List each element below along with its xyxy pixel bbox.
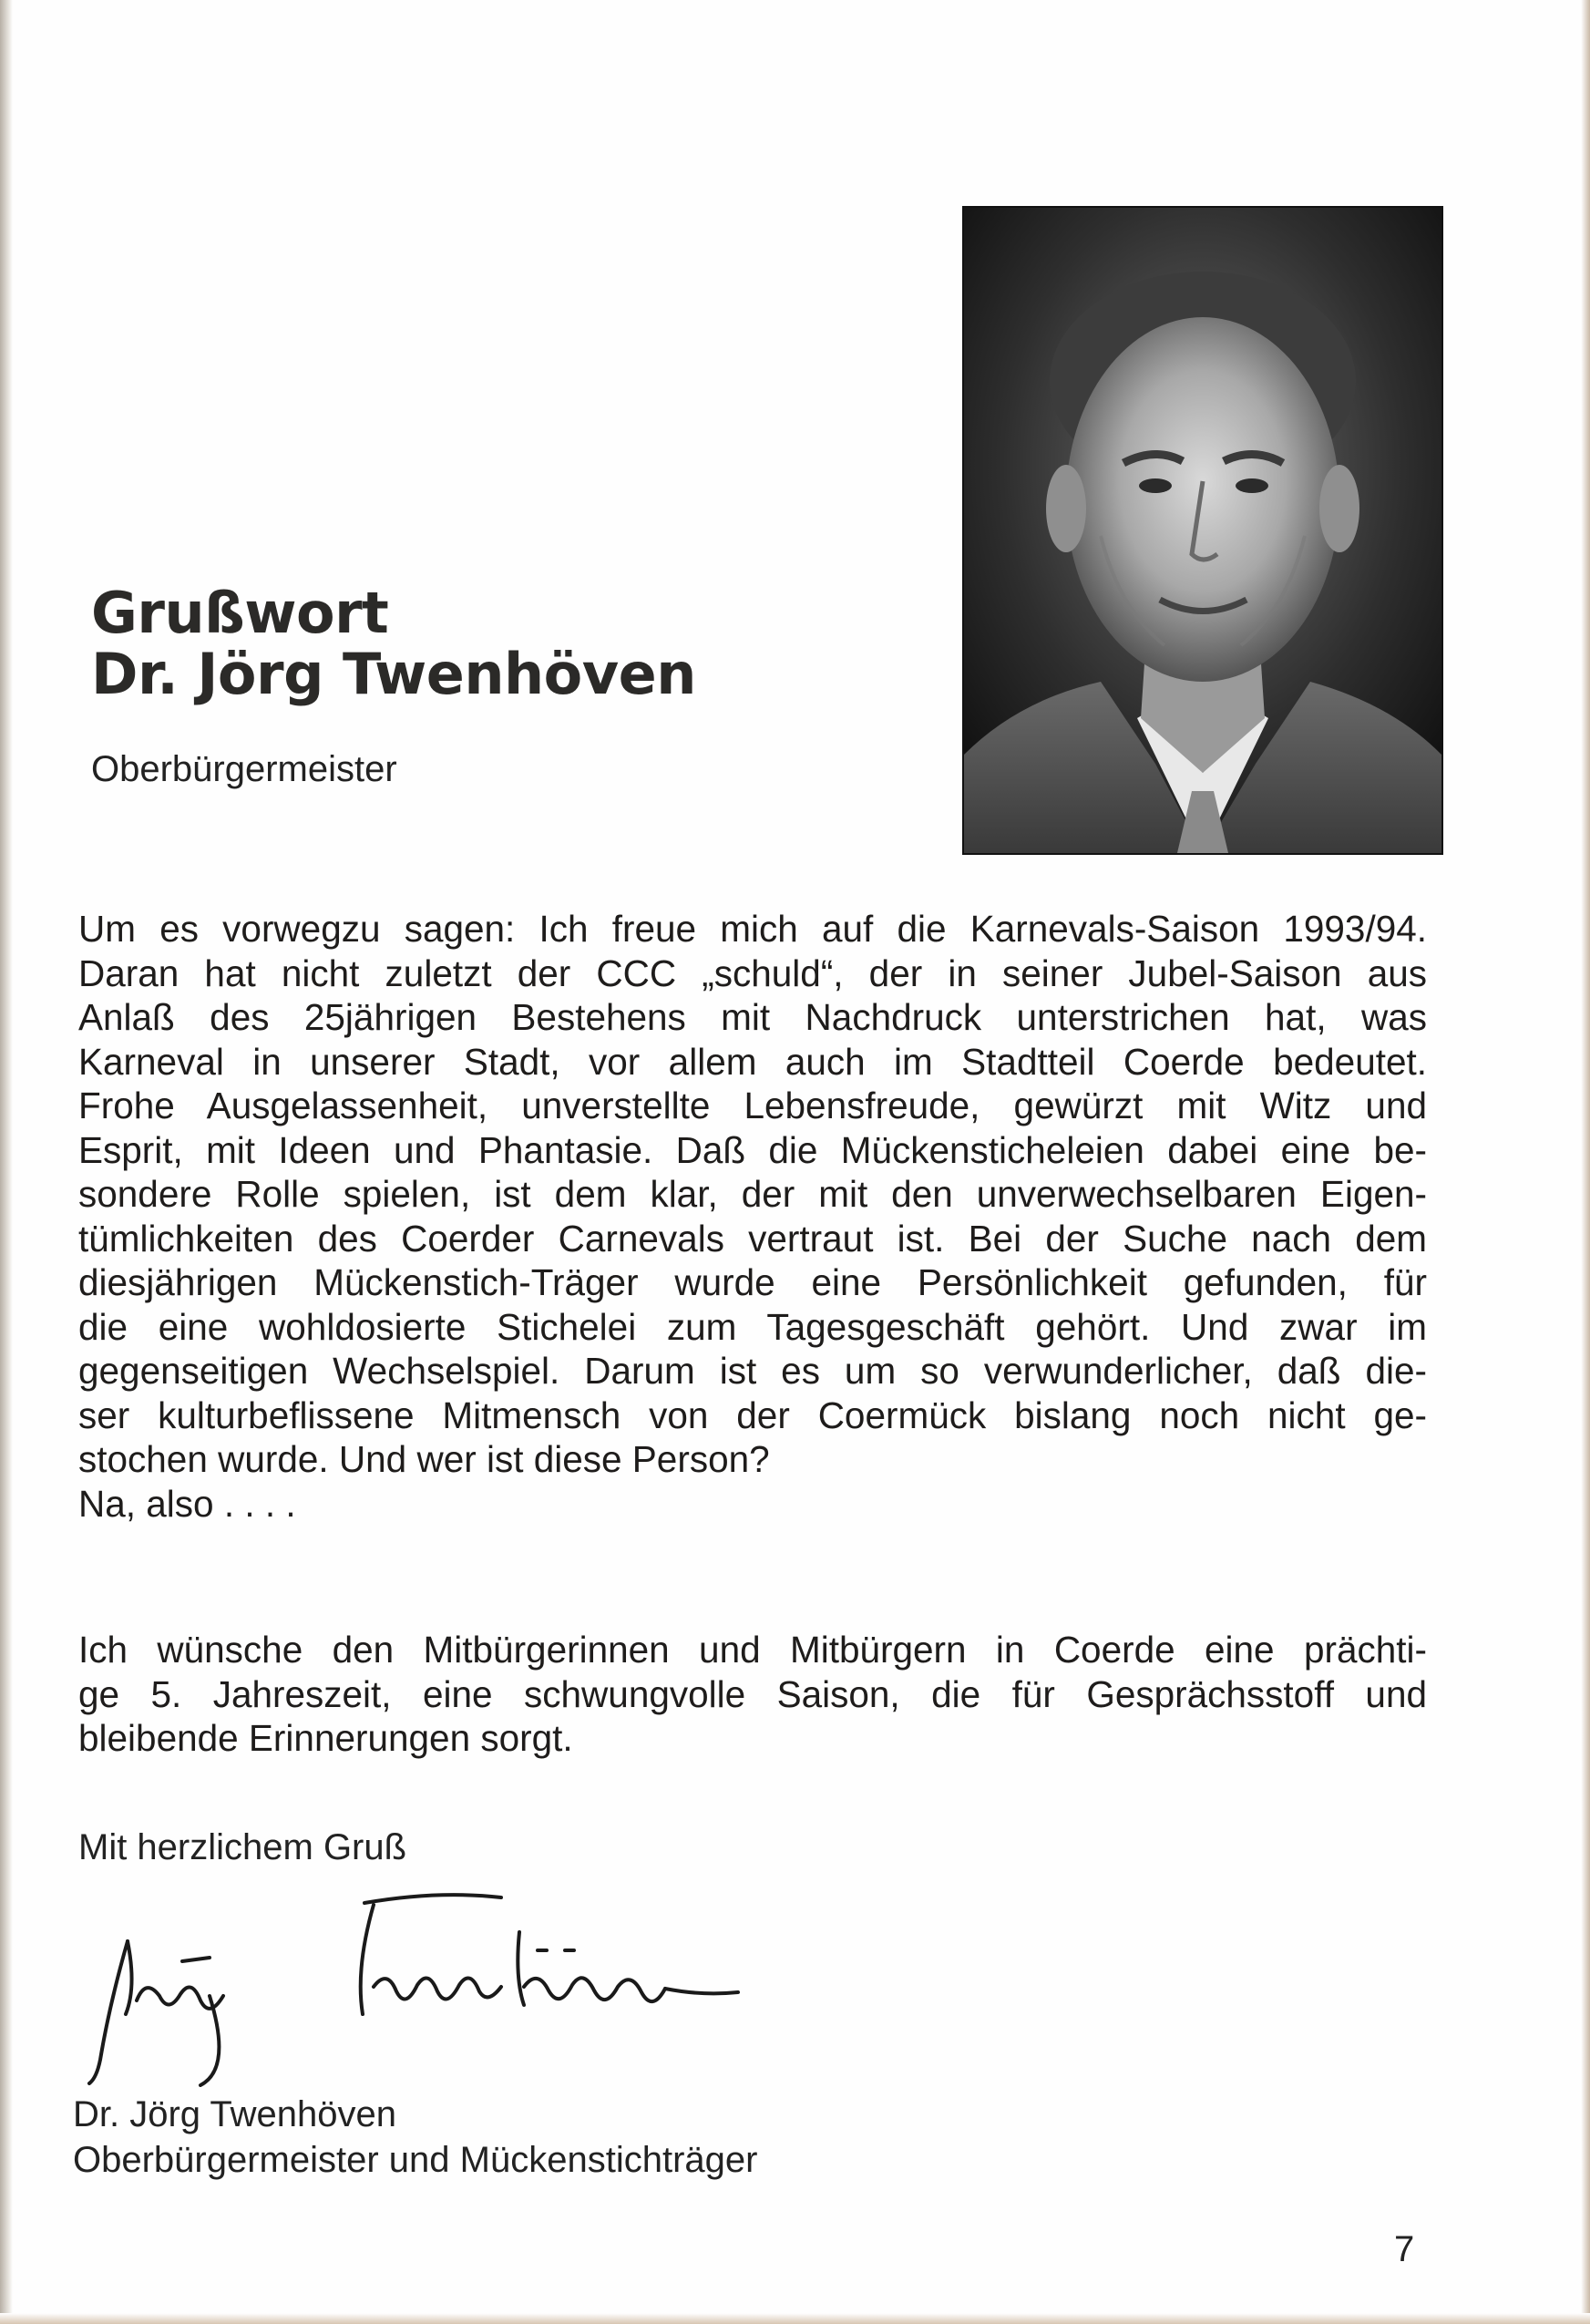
- page-edge-bottom: [0, 2313, 1590, 2324]
- body-line: Um es vorwegzu sagen: Ich freue mich auf die Karnevals-Saison 1993/94.: [78, 908, 1427, 950]
- body-line: ge 5. Jahreszeit, eine schwungvolle Saison, die für Gesprächsstoff und: [78, 1672, 1427, 1715]
- body-line: Esprit, mit Ideen und Phantasie. Daß die Mückensticheleien dabei eine be-: [78, 1128, 1427, 1171]
- body-line: gegenseitigen Wechselspiel. Darum ist es um so verwunderlicher, daß die-: [78, 1350, 1427, 1392]
- handwritten-signature-icon: [73, 1877, 747, 2087]
- body-line: die eine wohldosierte Stichelei zum Tagesgeschäft gehört. Und zwar im: [78, 1305, 1427, 1348]
- page-edge-right: [1581, 0, 1590, 2324]
- heading-name: Dr. Jörg Twenhöven: [91, 640, 696, 707]
- heading-subtitle: Oberbürgermeister: [91, 749, 397, 789]
- heading-title: Grußwort: [91, 580, 389, 646]
- body-line: stochen wurde. Und wer ist diese Person?: [78, 1438, 770, 1480]
- body-line: ser kulturbeflissene Mitmensch von der Coermück bislang noch nicht ge-: [78, 1393, 1427, 1436]
- body-line: Na, also . . . .: [78, 1482, 296, 1525]
- page-number: 7: [1394, 2229, 1415, 2269]
- signatory-block: [73, 2092, 757, 2183]
- body-line: Daran hat nicht zuletzt der CCC „schuld“, der in seiner Jubel-Saison aus: [78, 951, 1427, 994]
- signatory-name: Dr. Jörg Twenhöven: [73, 2094, 397, 2134]
- body-line: bleibende Erinnerungen sorgt.: [78, 1717, 573, 1759]
- signature-drawing: [73, 1877, 747, 2087]
- body-line: Frohe Ausgelassenheit, unverstellte Lebensfreude, gewürzt mit Witz und: [78, 1085, 1427, 1126]
- portrait-photo-icon: [964, 208, 1441, 853]
- body-paragraph-2: [78, 1628, 1427, 1761]
- body-line: Ich wünsche den Mitbürgerinnen und Mitbürgern in Coerde eine prächti-: [78, 1629, 1427, 1671]
- body-line: diesjährigen Mückenstich-Träger wurde eine Persönlichkeit gefunden, für: [78, 1261, 1427, 1303]
- signatory-role: Oberbürgermeister und Mückenstichträger: [73, 2140, 758, 2180]
- body-line: Anlaß des 25jährigen Bestehens mit Nachdruck unterstrichen hat, was: [78, 996, 1427, 1038]
- body-line: tümlichkeiten des Coerder Carnevals vertraut ist. Bei der Suche nach dem: [78, 1217, 1427, 1260]
- body-line: Karneval in unserer Stadt, vor allem auch im Stadtteil Coerde bedeutet.: [78, 1040, 1427, 1083]
- body-paragraph-1: [78, 907, 1427, 1526]
- book-spine-shadow: [0, 0, 13, 2324]
- page-heading: [91, 580, 696, 707]
- body-line: sondere Rolle spielen, ist dem klar, der mit den unverwechselbaren Eigen-: [78, 1173, 1427, 1215]
- portrait-photo: [962, 206, 1443, 855]
- closing-greeting: Mit herzlichem Gruß: [78, 1827, 407, 1867]
